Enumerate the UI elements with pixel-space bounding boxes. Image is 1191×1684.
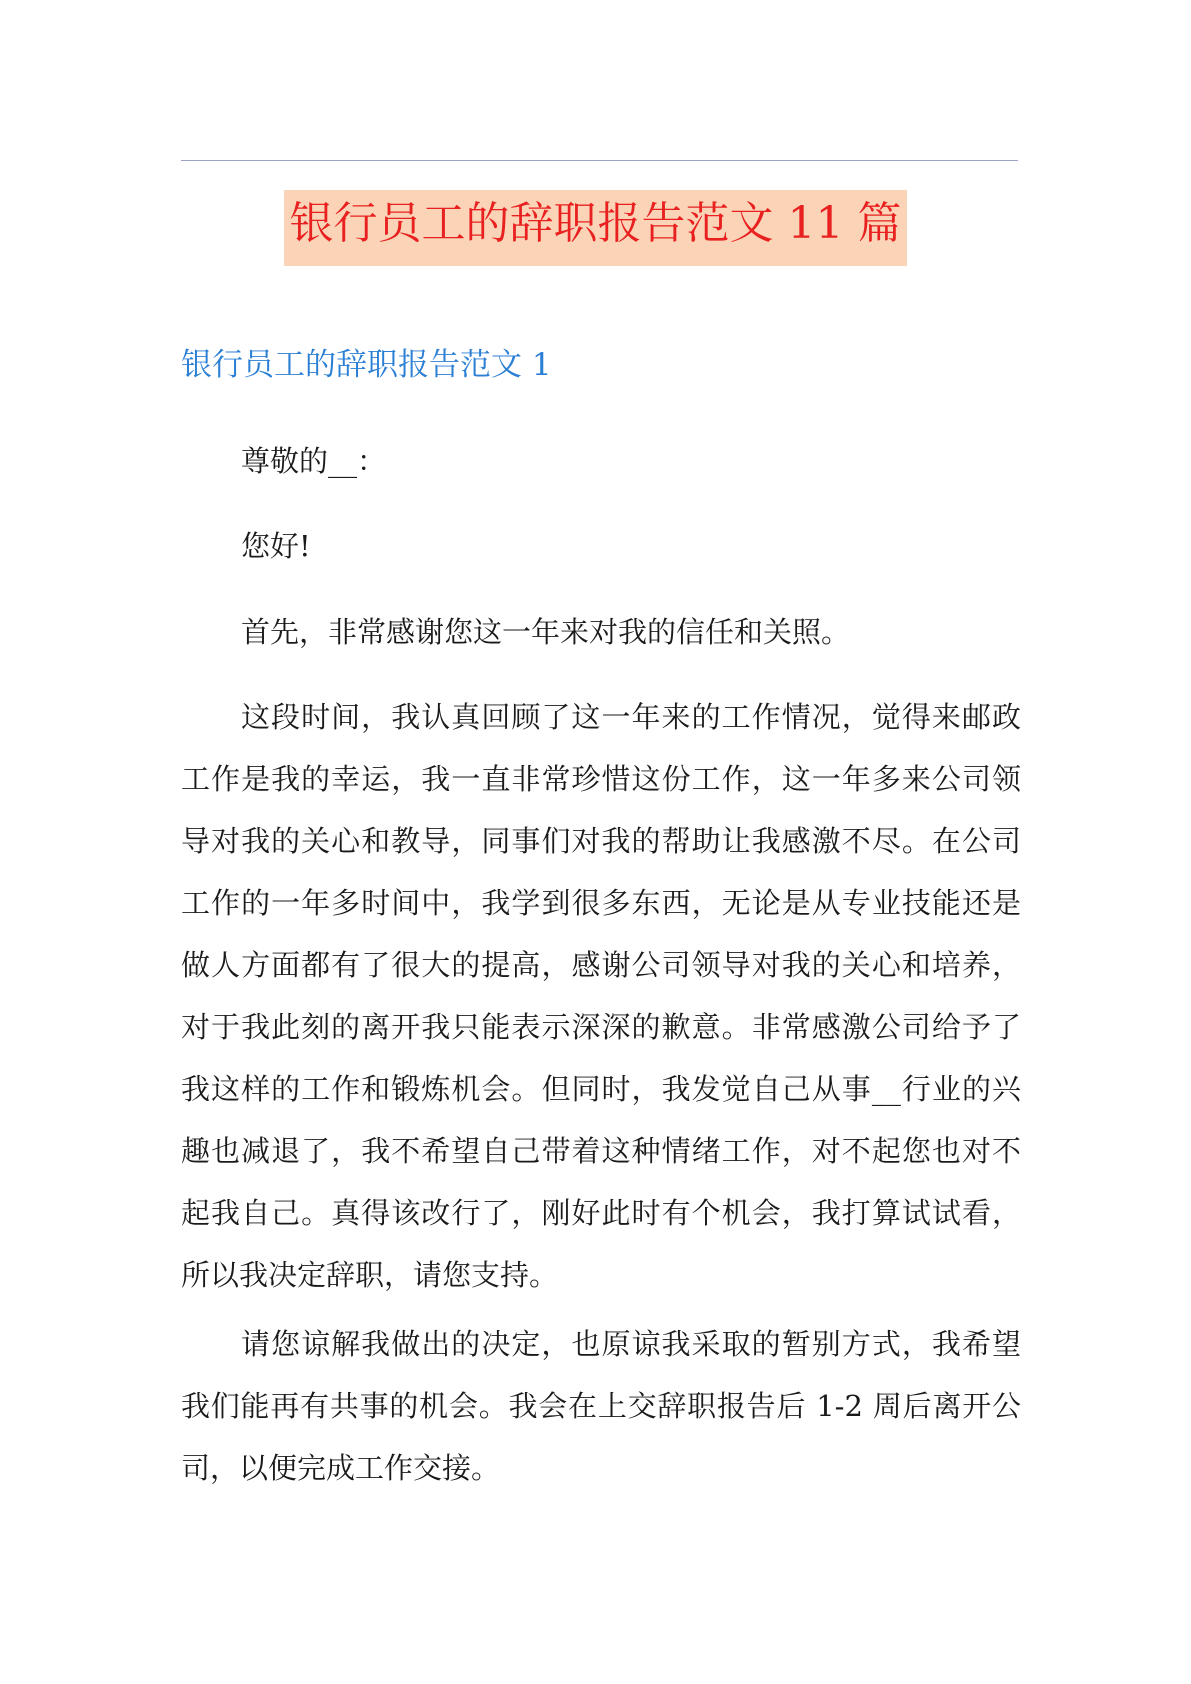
title-container [0,190,1191,266]
paragraph: 首先，非常感谢您这一年来对我的信任和关照。 [241,615,851,649]
paragraph: 请您谅解我做出的决定，也原谅我采取的暂别方式，我希望我们能再有共事的机会。我会在上交辞职报告后 1-2 周后离开公司，以便完成工作交接。 [181,1327,1021,1485]
paragraph-2-block [181,686,1021,1306]
salutation: 尊敬的__： [241,444,387,478]
paragraph: 这段时间，我认真回顾了这一年来的工作情况，觉得来邮政工作是我的幸运，我一直非常珍惜这份工作，这一年多来公司领导对我的关心和教导，同事们对我的帮助让我感激不尽。在公司工作的一年多时间中，我学到很多东西，无论是从专业技能还是做人方面都有了很大的提高，感谢公司领导对我的关心和培养，对于我此刻的离开我只能表示深深的歉意。非常感激公司给予了我这样的工作和锻炼机会。但同时，我发觉自己从事__行业的兴趣也减退了，我不希望自己带着这种情绪工作，对不起您也对不起我自己。真得该改行了，刚好此时有个机会，我打算试试看，所以我决定辞职，请您支持。 [181,700,1021,1292]
header-rule [181,160,1018,161]
paragraph-3-block [181,1313,1021,1499]
greeting-block [181,515,1021,577]
salutation-block [181,430,1021,492]
greeting: 您好! [241,529,311,563]
paragraph-1-block [181,601,1021,663]
section-heading: 银行员工的辞职报告范文 1 [181,347,552,383]
document-title: 银行员工的辞职报告范文 11 篇 [284,190,908,266]
